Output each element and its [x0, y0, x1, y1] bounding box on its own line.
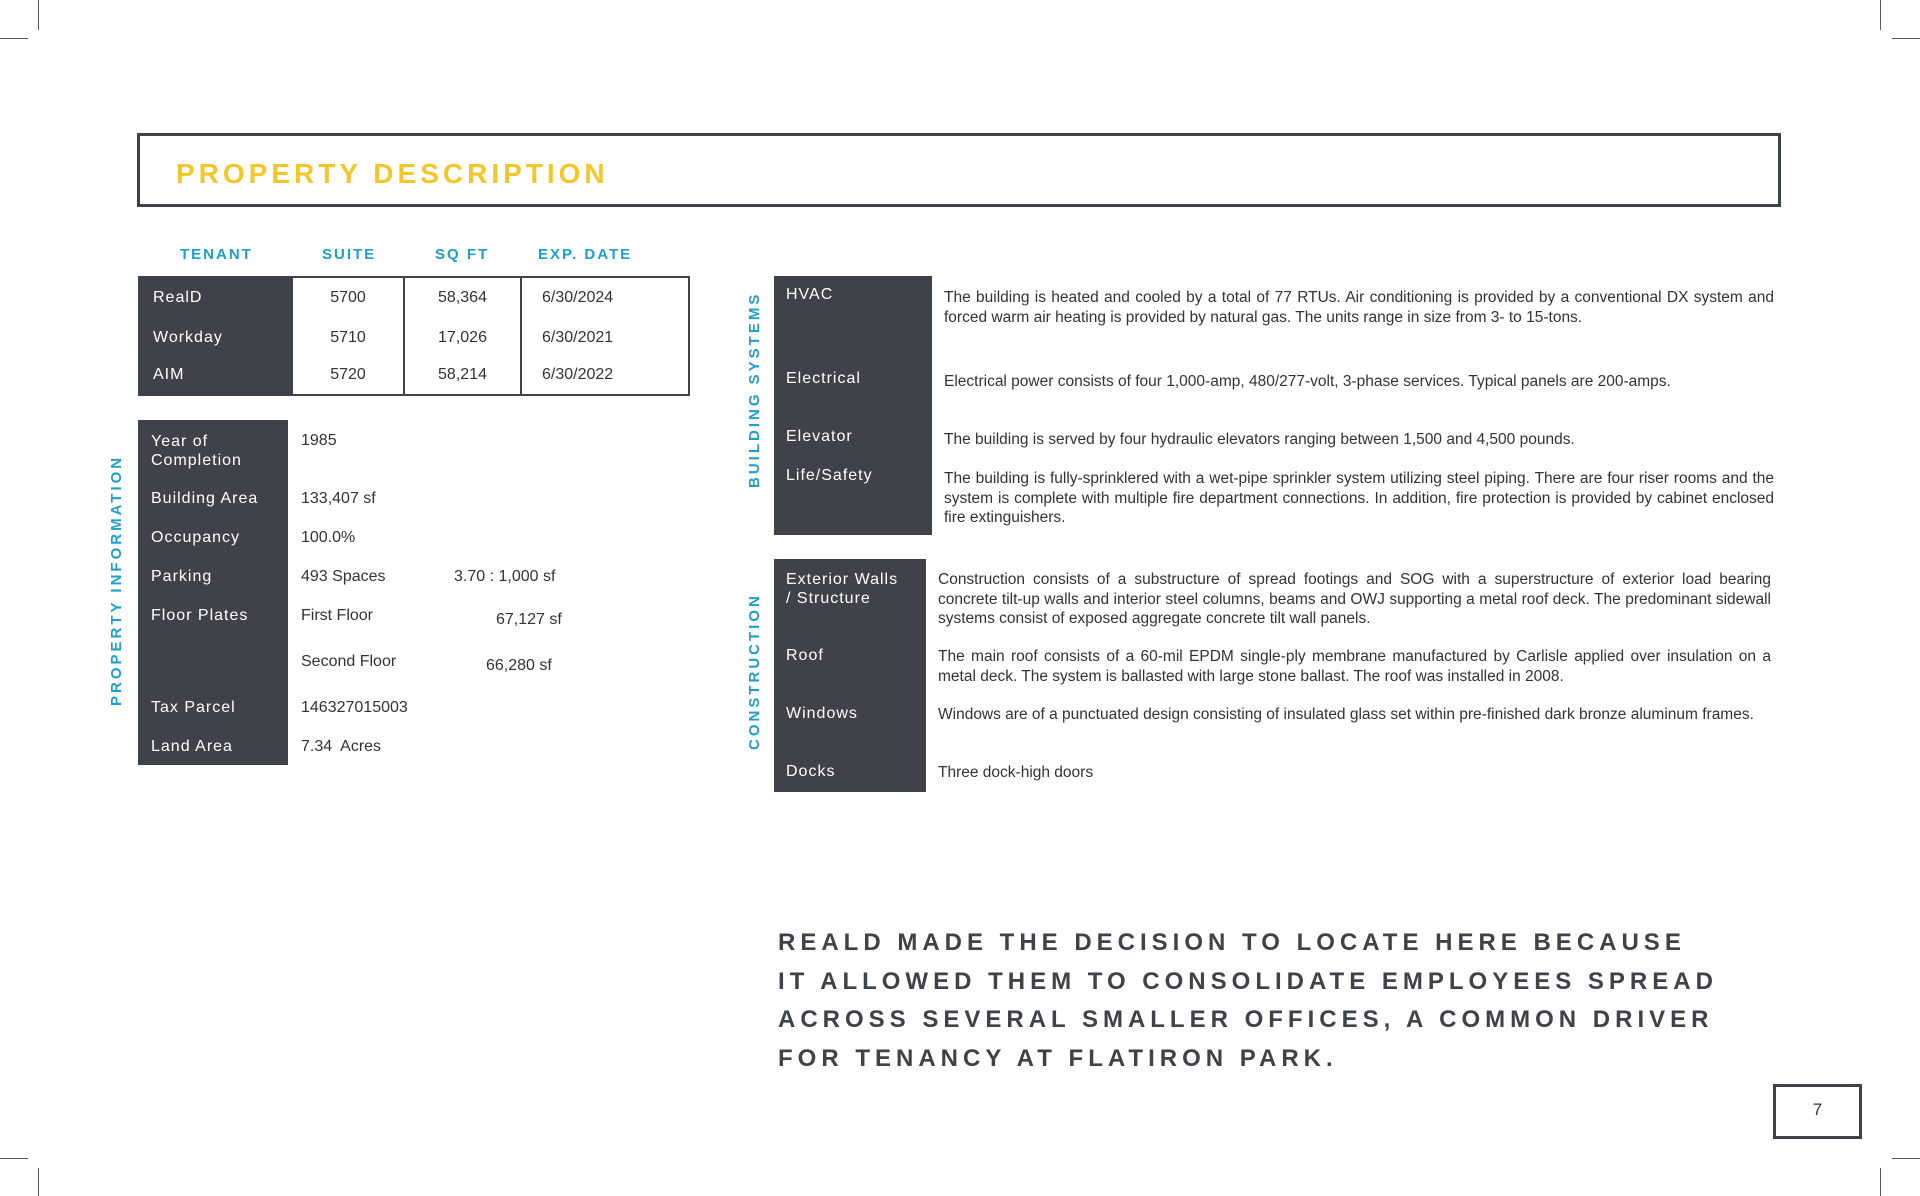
pull-quote	[778, 924, 1718, 1078]
crop-mark	[0, 1158, 28, 1159]
quote-line: REALD MADE THE DECISION TO LOCATE HERE BECAUSE	[778, 929, 1686, 956]
quote-line: IT ALLOWED THEM TO CONSOLIDATE EMPLOYEES SPREAD	[778, 967, 1718, 995]
quote-line: FOR TENANCY AT FLATIRON PARK.	[778, 1044, 1338, 1072]
building-area-label: Building Area	[151, 490, 259, 507]
hvac-description: The building is heated and cooled by a total of 77 RTUs. Air conditioning is provided by a conventional DX system and forced warm air heating is provided by natural gas. The units range in size from 3- to 15-tons.	[944, 289, 1774, 326]
year-label-line: Year of	[151, 433, 209, 450]
second-floor-value: 66,280 sf	[486, 657, 552, 674]
year-value: 1985	[301, 432, 337, 449]
land-area-label: Land Area	[151, 738, 233, 755]
building-systems-label: BUILDING SYSTEMS	[746, 291, 763, 488]
docks-description: Three dock-high doors	[938, 764, 1094, 781]
tax-parcel-label: Tax Parcel	[151, 699, 236, 716]
crop-mark	[38, 0, 39, 30]
lifesafety-label: Life/Safety	[786, 467, 873, 484]
occupancy-label: Occupancy	[151, 529, 241, 546]
tenant-sqft: 17,026	[438, 329, 487, 346]
crop-mark	[1880, 0, 1881, 30]
quote-line: ACROSS SEVERAL SMALLER OFFICES, A COMMON DRIVER	[778, 1006, 1714, 1033]
windows-label: Windows	[786, 705, 858, 722]
hvac-label: HVAC	[786, 286, 834, 303]
title-box	[137, 133, 1781, 207]
crop-mark	[1892, 1158, 1920, 1159]
tenant-name: AIM	[153, 366, 185, 383]
tenant-name: Workday	[153, 329, 223, 346]
tenant-sqft: 58,214	[438, 366, 487, 383]
first-floor-label: First Floor	[301, 607, 373, 624]
building-area-value: 133,407 sf	[301, 490, 376, 507]
roof-label: Roof	[786, 647, 824, 664]
year-label-line: Completion	[151, 452, 242, 469]
year-label	[151, 432, 242, 470]
crop-mark	[38, 1168, 39, 1196]
property-information-label: PROPERTY INFORMATION	[108, 454, 125, 706]
parking-ratio: 3.70 : 1,000 sf	[454, 568, 556, 585]
page-number-box	[1773, 1084, 1862, 1139]
tenant-exp-date: 6/30/2024	[542, 289, 614, 306]
elevator-description: The building is served by four hydraulic elevators ranging between 1,500 and 4,500 pounds.	[944, 431, 1575, 448]
tenant-suite: 5700	[330, 289, 366, 306]
electrical-label: Electrical	[786, 370, 861, 387]
exterior-walls-label-line: / Structure	[786, 590, 871, 607]
tenant-suite: 5720	[330, 366, 366, 383]
crop-mark	[1892, 38, 1920, 39]
electrical-description: Electrical power consists of four 1,000-amp, 480/277-volt, 3-phase services. Typical panels are 200-amps.	[944, 373, 1671, 390]
tax-parcel-value: 146327015003	[301, 699, 408, 716]
header-sqft: SQ FT	[435, 246, 490, 263]
header-exp-date: EXP. DATE	[538, 246, 633, 263]
parking-label: Parking	[151, 568, 213, 585]
second-floor-label: Second Floor	[301, 653, 397, 670]
header-suite: SUITE	[322, 246, 377, 263]
tenant-exp-date: 6/30/2022	[542, 366, 614, 383]
building-systems-label-column	[774, 276, 932, 535]
crop-mark	[1880, 1168, 1881, 1196]
page-number: 7	[1812, 1100, 1823, 1119]
column-divider	[520, 278, 522, 394]
exterior-walls-label	[786, 570, 898, 608]
first-floor-value: 67,127 sf	[496, 611, 562, 628]
tenant-exp-date: 6/30/2021	[542, 329, 614, 346]
parking-value: 493 Spaces	[301, 568, 386, 585]
tenant-sqft: 58,364	[438, 289, 487, 306]
tenant-suite: 5710	[330, 329, 366, 346]
docks-label: Docks	[786, 763, 836, 780]
crop-mark	[0, 38, 28, 39]
tenant-table	[138, 276, 690, 396]
land-area-value: 7.34 Acres	[301, 738, 382, 755]
occupancy-value: 100.0%	[301, 529, 356, 546]
page-title: PROPERTY DESCRIPTION	[176, 158, 609, 189]
windows-description: Windows are of a punctuated design consisting of insulated glass set within pre-finished dark bronze aluminum frames.	[938, 706, 1754, 723]
exterior-walls-description: Construction consists of a substructure of spread footings and SOG with a superstructure of exterior load bearing concrete tilt-up walls and interior steel columns, beams and OWJ supporting a metal roof deck. The predominant sidewall systems consist of exposed aggregate concrete tilt wall panels.	[938, 571, 1771, 627]
tenant-name: RealD	[153, 289, 203, 306]
header-tenant: TENANT	[180, 246, 253, 263]
construction-label: CONSTRUCTION	[746, 593, 763, 750]
roof-description: The main roof consists of a 60-mil EPDM single-ply membrane manufactured by Carlisle applied over insulation on a metal deck. The system is ballasted with large stone ballast. The roof was installed in 2008.	[938, 648, 1771, 685]
elevator-label: Elevator	[786, 428, 853, 445]
lifesafety-description: The building is fully-sprinklered with a wet-pipe sprinkler system utilizing steel piping. There are four riser rooms and the system is complete with multiple fire department connections. In addition, fire protection is provided by cabinet enclosed fire extinguishers.	[944, 470, 1774, 526]
floor-plates-label: Floor Plates	[151, 607, 249, 624]
exterior-walls-label-line: Exterior Walls	[786, 571, 899, 588]
